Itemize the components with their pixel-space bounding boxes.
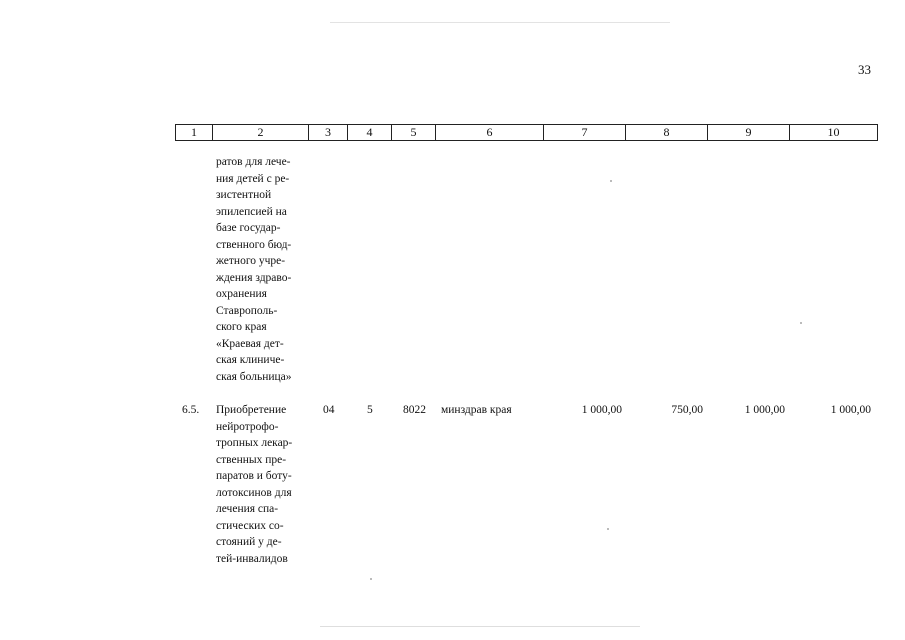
desc-line: ского края	[216, 321, 267, 333]
desc-line: лечения спа-	[216, 503, 279, 515]
desc-line: Приобретение	[216, 404, 287, 416]
header-col-1: 1	[176, 125, 213, 141]
scan-speck	[370, 578, 372, 580]
desc-line: ская больница»	[216, 370, 292, 383]
desc-line: тей-инвалидов	[216, 552, 288, 565]
row-6-5-col5: 8022	[403, 404, 426, 416]
desc-line: ждения здраво-	[216, 271, 292, 284]
row-6-5-description	[216, 402, 302, 567]
desc-line: жетного учре-	[216, 255, 286, 267]
desc-line: ния детей с ре-	[216, 172, 290, 185]
header-col-2: 2	[213, 125, 309, 141]
row-6-5-col3: 04	[323, 404, 335, 416]
row-6-5-col7: 1 000,00	[581, 404, 622, 416]
header-col-9: 9	[708, 125, 790, 141]
scan-speck	[607, 528, 609, 530]
header-col-10: 10	[790, 125, 878, 141]
desc-line: Ставрополь-	[216, 304, 278, 317]
row-6-5-col6: минздрав края	[441, 404, 512, 416]
header-col-7: 7	[544, 125, 626, 141]
desc-line: ственных пре-	[216, 453, 287, 466]
row-number: 6.5.	[182, 404, 200, 416]
header-col-5: 5	[392, 125, 436, 141]
header-col-8: 8	[626, 125, 708, 141]
desc-line: стических со-	[216, 519, 284, 532]
desc-line: эпилепсией на	[216, 205, 287, 218]
column-header-table	[175, 124, 878, 141]
desc-line: зистентной	[216, 189, 272, 201]
scan-artifact-bottom	[320, 626, 640, 627]
desc-line: стояний у де-	[216, 536, 282, 548]
row-6-5-col10: 1 000,00	[830, 404, 871, 416]
desc-line: ратов для лече-	[216, 156, 291, 168]
desc-line: базе государ-	[216, 222, 281, 234]
desc-line: нейротрофо-	[216, 420, 279, 433]
scan-speck	[610, 180, 612, 182]
page-number: 33	[858, 62, 871, 77]
scan-speck	[800, 322, 802, 324]
scan-artifact-top	[330, 22, 670, 23]
desc-line: тропных лекар-	[216, 437, 293, 449]
header-row	[176, 125, 878, 141]
desc-line: «Краевая дет-	[216, 337, 284, 350]
desc-line: ская клиниче-	[216, 354, 285, 366]
desc-line: паратов и боту-	[216, 470, 292, 482]
row-6-5-col8: 750,00	[671, 404, 703, 416]
continued-row-description	[216, 154, 302, 385]
desc-line: лотоксинов для	[216, 486, 292, 499]
desc-line: охранения	[216, 288, 267, 300]
row-6-5-col9: 1 000,00	[744, 404, 785, 416]
header-col-4: 4	[348, 125, 392, 141]
header-col-6: 6	[436, 125, 544, 141]
desc-line: ственного бюд-	[216, 238, 292, 251]
row-6-5-col4: 5	[367, 404, 373, 416]
header-col-3: 3	[309, 125, 348, 141]
